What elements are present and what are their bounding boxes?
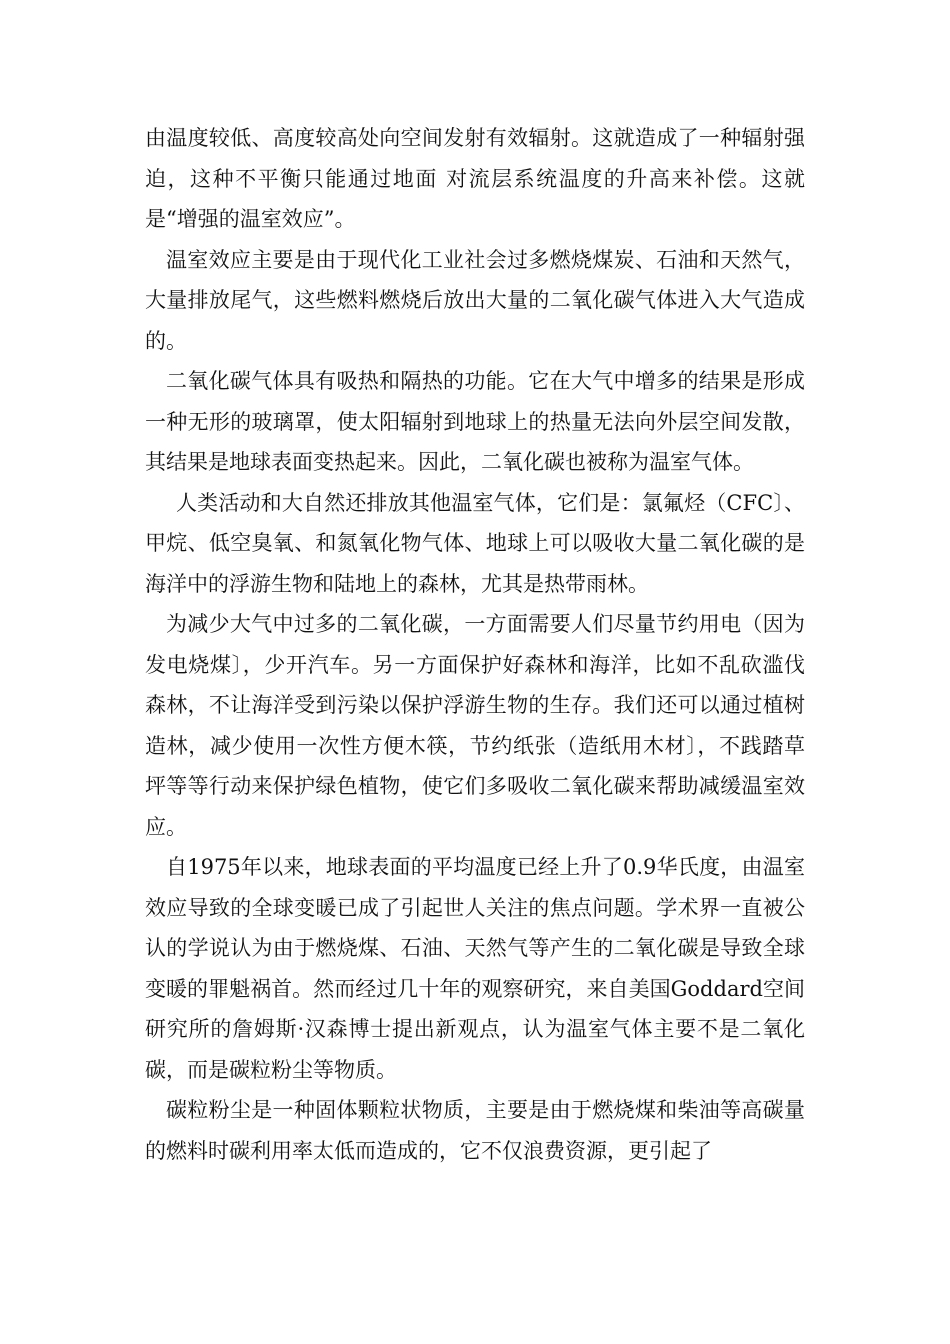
paragraph-other-gases: 人类活动和大自然还排放其他温室气体，它们是：氯氟烃（CFC〕、甲烷、低空臭氧、和氮氧化物气体、地球上可以吸收大量二氧化碳的是海洋中的浮游生物和陆地上的森林，尤其是热带雨林。 <box>145 490 805 596</box>
paragraph-enhanced-greenhouse: 由温度较低、高度较高处向空间发射有效辐射。这就造成了一种辐射强迫，这种不平衡只能通过地面 对流层系统温度的升高来补偿。这就是“增强的温室效应”。 <box>145 126 805 231</box>
document-body <box>145 118 805 1171</box>
paragraph-causes: 温室效应主要是由于现代化工业社会过多燃烧煤炭、石油和天然气，大量排放尾气，这些燃料燃烧后放出大量的二氧化碳气体进入大气造成的。 <box>145 247 805 353</box>
paragraph-co2-properties: 二氧化碳气体具有吸热和隔热的功能。它在大气中增多的结果是形成一种无形的玻璃罩，使太阳辐射到地球上的热量无法向外层空间发散，其结果是地球表面变热起来。因此，二氧化碳也被称为温室气体。 <box>145 369 805 474</box>
paragraph-temperature-rise: 自1975年以来，地球表面的平均温度已经上升了0.9华氏度，由温室效应导致的全球变暖已成了引起世人关注的焦点问题。学术界一直被公认的学说认为由于燃烧煤、石油、天然气等产生的二氧化碳是导致全球变暖的罪魁祸首。然而经过几十年的观察研究，来自美国Goddard空间研究所的詹姆斯·汉森博士提出新观点，认为温室气体主要不是二氧化碳，而是碳粒粉尘等物质。 <box>145 855 805 1082</box>
paragraph-reduction-measures: 为减少大气中过多的二氧化碳，一方面需要人们尽量节约用电（因为发电烧煤〕，少开汽车。另一方面保护好森林和海洋，比如不乱砍滥伐森林，不让海洋受到污染以保护浮游生物的生存。我们还可以通过植树造林，减少使用一次性方便木筷，节约纸张（造纸用木材〕，不践踏草坪等等行动来保护绿色植物，使它们多吸收二氧化碳来帮助减缓温室效应。 <box>145 612 805 839</box>
paragraph-carbon-dust: 碳粒粉尘是一种固体颗粒状物质，主要是由于燃烧煤和柴油等高碳量的燃料时碳利用率太低而造成的，它不仅浪费资源，更引起了 <box>145 1098 805 1163</box>
